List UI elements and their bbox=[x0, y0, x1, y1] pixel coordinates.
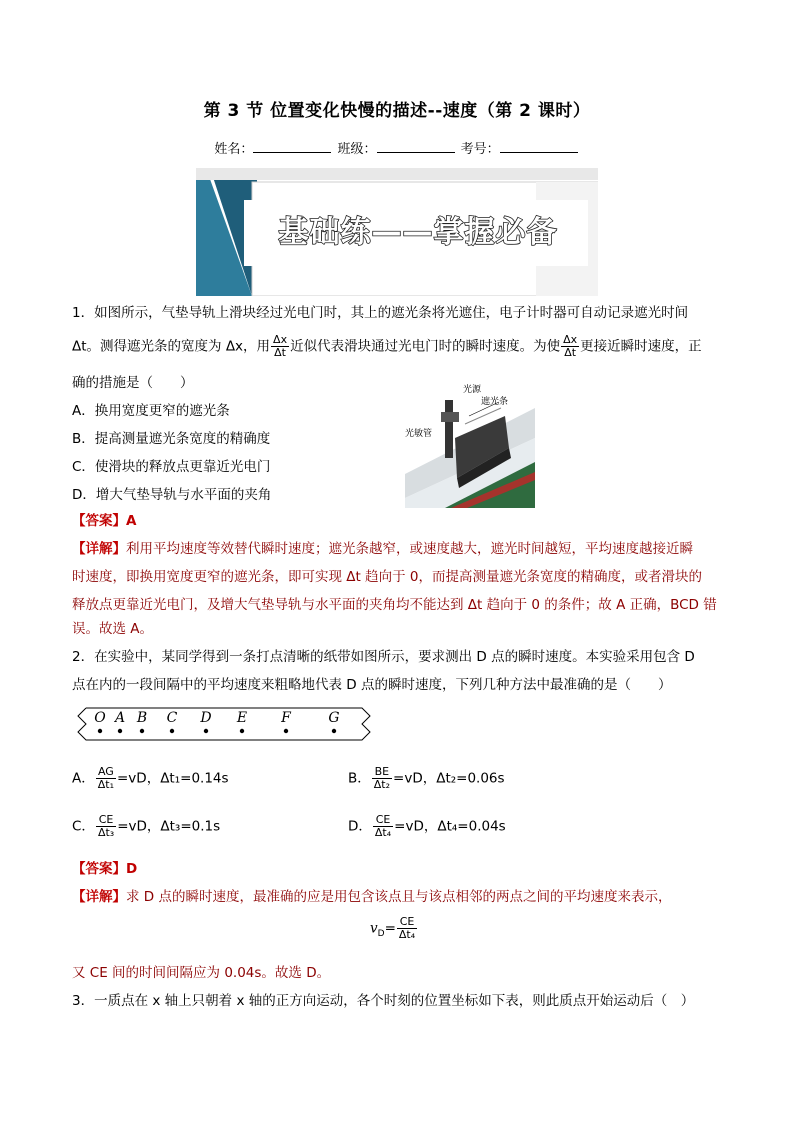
q1-text-a: Δt。测得遮光条的宽度为 Δx，用 bbox=[72, 338, 271, 355]
q1-explain-tag: 【详解】 bbox=[72, 541, 126, 557]
q2-option-d-frac bbox=[373, 814, 393, 839]
q1-option-c[interactable]: C．使滑块的释放点更靠近光电门 bbox=[72, 459, 271, 475]
q2-option-a-label: A． bbox=[72, 770, 95, 787]
student-info-line bbox=[0, 138, 794, 157]
tape-point-dot bbox=[204, 729, 208, 733]
q2-explain-2: 又 CE 间的时间间隔应为 0.04s。故选 D。 bbox=[72, 965, 331, 981]
q2-explain-tag: 【详解】 bbox=[72, 889, 126, 905]
tape-point-dot bbox=[140, 729, 144, 733]
q1-option-d[interactable]: D．增大气垫导轨与水平面的夹角 bbox=[72, 487, 272, 503]
formula-num: CE bbox=[397, 916, 417, 929]
name-label: 姓名： bbox=[214, 142, 254, 157]
q2-line2: 点在内的一段间隔中的平均速度来粗略地代表 D 点的瞬时速度，下列几种方法中最准确的是（ ） bbox=[72, 677, 672, 693]
tape-point-dot bbox=[118, 729, 122, 733]
tape-point-dot bbox=[332, 729, 336, 733]
tape-point-label: A bbox=[114, 710, 126, 726]
q1-text-b: 近似代表滑块通过光电门时的瞬时速度。为使 bbox=[290, 338, 561, 355]
class-label: 班级： bbox=[337, 142, 377, 157]
tape-point-label: C bbox=[166, 710, 178, 726]
tape-point-dot bbox=[240, 729, 244, 733]
q1-line3: 确的措施是（ ） bbox=[72, 375, 194, 391]
tape-point-label: E bbox=[236, 710, 248, 726]
tape-point-dot bbox=[170, 729, 174, 733]
fig-label-strip: 遮光条 bbox=[481, 397, 509, 407]
q1-answer-tag: 【答案】 bbox=[72, 513, 126, 529]
q1-explain-3: 释放点更靠近光电门，及增大气垫导轨与水平面的夹角均不能达到 Δt 趋向于 0 的条件；故 A 正确，BCD 错 bbox=[72, 597, 717, 613]
q2-formula bbox=[370, 916, 418, 945]
q1-frac1 bbox=[271, 334, 289, 359]
section-banner bbox=[196, 168, 598, 296]
formula-frac bbox=[397, 916, 417, 941]
exam-label: 考号： bbox=[460, 142, 500, 157]
q2-option-c-num: CE bbox=[96, 814, 116, 827]
paper-tape-diagram bbox=[76, 704, 372, 744]
banner-text: 基础练——掌握必备 bbox=[278, 215, 558, 250]
fig-label-tube: 光敏管 bbox=[405, 429, 433, 439]
tape-point-label: F bbox=[281, 710, 291, 726]
q2-option-a-rest: =vD，Δt₁=0.14s bbox=[117, 770, 229, 787]
q2-option-d-rest: =vD，Δt₄=0.04s bbox=[394, 818, 506, 835]
q1-explain-4: 误。故选 A。 bbox=[72, 621, 154, 637]
formula-v: v bbox=[370, 920, 378, 937]
tape-point-dot bbox=[284, 729, 288, 733]
q2-option-b-num: BE bbox=[372, 766, 392, 779]
class-blank[interactable] bbox=[377, 140, 455, 153]
q2-line1: 2．在实验中，某同学得到一条打点清晰的纸带如图所示，要求测出 D 点的瞬时速度。本实验采用包含 D bbox=[72, 649, 695, 665]
q2-answer-tag: 【答案】 bbox=[72, 861, 126, 877]
tape-point-label: B bbox=[136, 710, 148, 726]
q1-frac2 bbox=[561, 334, 579, 359]
q2-answer bbox=[72, 858, 137, 880]
tape-point-dot bbox=[98, 729, 102, 733]
q2-option-b-label: B． bbox=[348, 770, 371, 787]
q2-option-d[interactable] bbox=[348, 814, 506, 839]
q1-answer-value: A bbox=[126, 513, 137, 529]
q1-explain-1 bbox=[72, 538, 693, 560]
q2-explain-1 bbox=[72, 886, 671, 908]
q2-option-c[interactable] bbox=[72, 814, 220, 839]
formula-eq: = bbox=[384, 920, 396, 937]
q2-option-a-frac bbox=[96, 766, 116, 791]
q1-explain-2: 时速度，即换用宽度更窄的遮光条，即可实现 Δt 趋向于 0，而提高测量遮光条宽度的精确度，或者滑块的 bbox=[72, 569, 702, 585]
q2-option-d-label: D． bbox=[348, 818, 372, 835]
q1-line1: 1．如图所示，气垫导轨上滑块经过光电门时，其上的遮光条将光遮住，电子计时器可自动记录遮光时间 bbox=[72, 305, 689, 321]
tape-point-label: O bbox=[94, 710, 106, 726]
fig-label-light: 光源 bbox=[463, 385, 482, 395]
q2-answer-value: D bbox=[126, 861, 138, 877]
q2-option-d-den: Δt₄ bbox=[374, 826, 392, 839]
q1-explain-text1: 利用平均速度等效替代瞬时速度；遮光条越窄，或速度越大，遮光时间越短，平均速度越接近瞬 bbox=[126, 541, 693, 557]
q1-frac1-den: Δt bbox=[274, 346, 286, 359]
q1-frac2-den: Δt bbox=[564, 346, 577, 359]
q1-frac2-num: Δx bbox=[563, 333, 578, 346]
q1-answer bbox=[72, 510, 136, 532]
formula-den: Δt₄ bbox=[398, 928, 416, 941]
q2-option-a-den: Δt₁ bbox=[97, 778, 114, 791]
formula-sub: D bbox=[377, 929, 385, 940]
q1-option-b[interactable]: B．提高测量遮光条宽度的精确度 bbox=[72, 431, 271, 447]
q2-option-c-den: Δt₃ bbox=[97, 826, 115, 839]
q1-line2 bbox=[72, 334, 702, 359]
q2-option-b-frac bbox=[372, 766, 392, 791]
q2-explain-text1: 求 D 点的瞬时速度，最准确的应是用包含该点且与该点相邻的两点之间的平均速度来表示， bbox=[126, 889, 672, 905]
q1-text-c: 更接近瞬时速度，正 bbox=[580, 338, 702, 355]
page-title: 第 3 节 位置变化快慢的描述--速度（第 2 课时） bbox=[203, 101, 591, 121]
q2-option-c-frac bbox=[96, 814, 116, 839]
tape-point-label: G bbox=[328, 710, 340, 726]
q2-option-c-rest: =vD，Δt₃=0.1s bbox=[117, 818, 221, 835]
q3-line1: 3．一质点在 x 轴上只朝着 x 轴的正方向运动，各个时刻的位置坐标如下表，则此质点开始运动后（ ） bbox=[72, 993, 695, 1009]
tape-point-label: D bbox=[200, 710, 212, 726]
q2-option-b-rest: =vD，Δt₂=0.06s bbox=[393, 770, 505, 787]
q2-option-b[interactable] bbox=[348, 766, 505, 791]
q2-option-d-num: CE bbox=[373, 814, 393, 827]
q2-option-c-label: C． bbox=[72, 818, 95, 835]
q2-option-a-num: AG bbox=[96, 766, 116, 779]
q1-option-a[interactable]: A．换用宽度更窄的遮光条 bbox=[72, 403, 230, 419]
air-track-photo bbox=[405, 378, 535, 508]
name-blank[interactable] bbox=[253, 140, 331, 153]
exam-blank[interactable] bbox=[500, 140, 578, 153]
q2-option-a[interactable] bbox=[72, 766, 229, 791]
q2-option-b-den: Δt₂ bbox=[373, 778, 391, 791]
q1-frac1-num: Δx bbox=[273, 333, 288, 346]
